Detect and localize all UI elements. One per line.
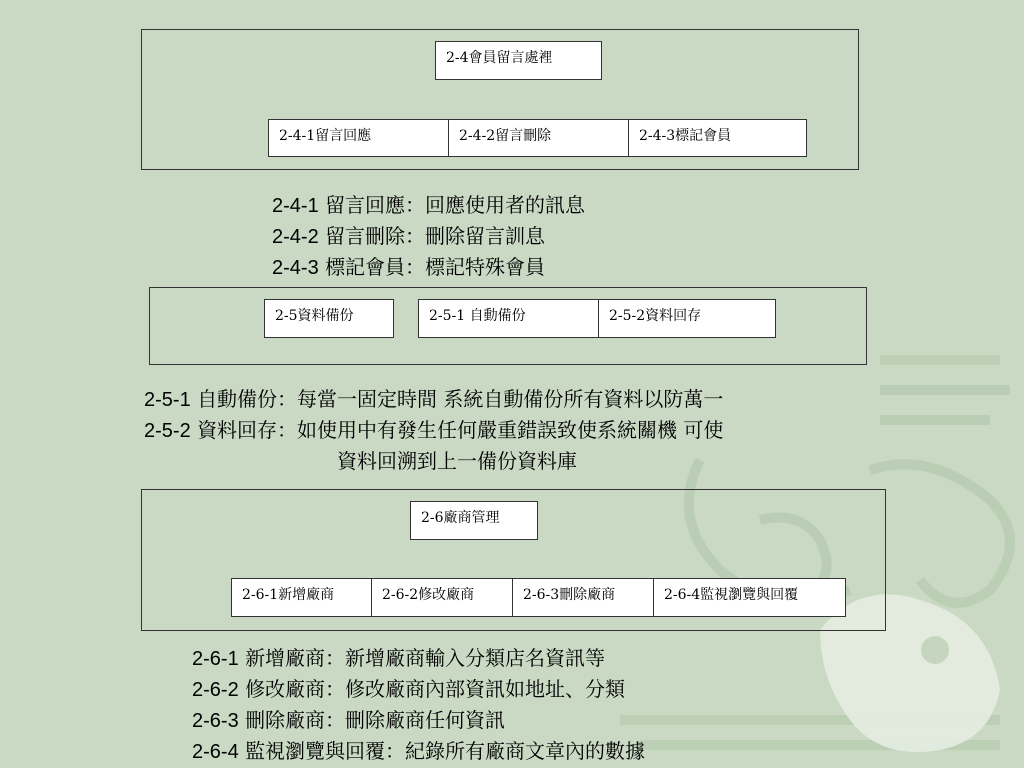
- desc-line-2-5-2: 2-5-2 資料回存：如使用中有發生任何嚴重錯誤致使系統關機 可使: [144, 418, 724, 442]
- desc-line-2-6-4: 2-6-4 監視瀏覽與回覆：紀錄所有廠商文章內的數據: [192, 739, 646, 763]
- node-2-5-2: 2-5-2資料回存: [598, 299, 776, 338]
- desc-line-2-5-1: 2-5-1 自動備份：每當一固定時間 系統自動備份所有資料以防萬一: [144, 387, 724, 411]
- desc-line-2-5-2-cont: 資料回溯到上一備份資料庫: [337, 449, 577, 473]
- desc-line-2-4-2: 2-4-2 留言刪除：刪除留言訓息: [272, 224, 546, 248]
- desc-2-5: [144, 384, 723, 476]
- node-2-6-3: 2-6-3刪除廠商: [512, 578, 654, 617]
- desc-line-2-6-2: 2-6-2 修改廠商：修改廠商內部資訊如地址、分類: [192, 677, 626, 701]
- node-2-5: 2-5資料備份: [264, 299, 394, 338]
- desc-2-4: [272, 190, 585, 283]
- node-2-5-1: 2-5-1 自動備份: [418, 299, 599, 338]
- node-2-6-4: 2-6-4監視瀏覽與回覆: [653, 578, 846, 617]
- node-2-6-2: 2-6-2修改廠商: [371, 578, 513, 617]
- desc-2-6: [192, 643, 645, 767]
- node-2-6: 2-6廠商管理: [410, 501, 538, 540]
- desc-line-2-4-1: 2-4-1 留言回應：回應使用者的訊息: [272, 193, 586, 217]
- desc-line-2-6-1: 2-6-1 新增廠商：新增廠商輸入分類店名資訊等: [192, 646, 606, 670]
- node-2-6-1: 2-6-1新增廠商: [231, 578, 372, 617]
- node-2-4-1: 2-4-1留言回應: [268, 119, 449, 157]
- desc-line-2-4-3: 2-4-3 標記會員：標記特殊會員: [272, 255, 546, 279]
- desc-line-2-6-3: 2-6-3 刪除廠商：刪除廠商任何資訊: [192, 708, 506, 732]
- node-2-4-3: 2-4-3標記會員: [628, 119, 807, 157]
- node-2-4-2: 2-4-2留言刪除: [448, 119, 629, 157]
- node-2-4: 2-4會員留言處裡: [435, 41, 602, 80]
